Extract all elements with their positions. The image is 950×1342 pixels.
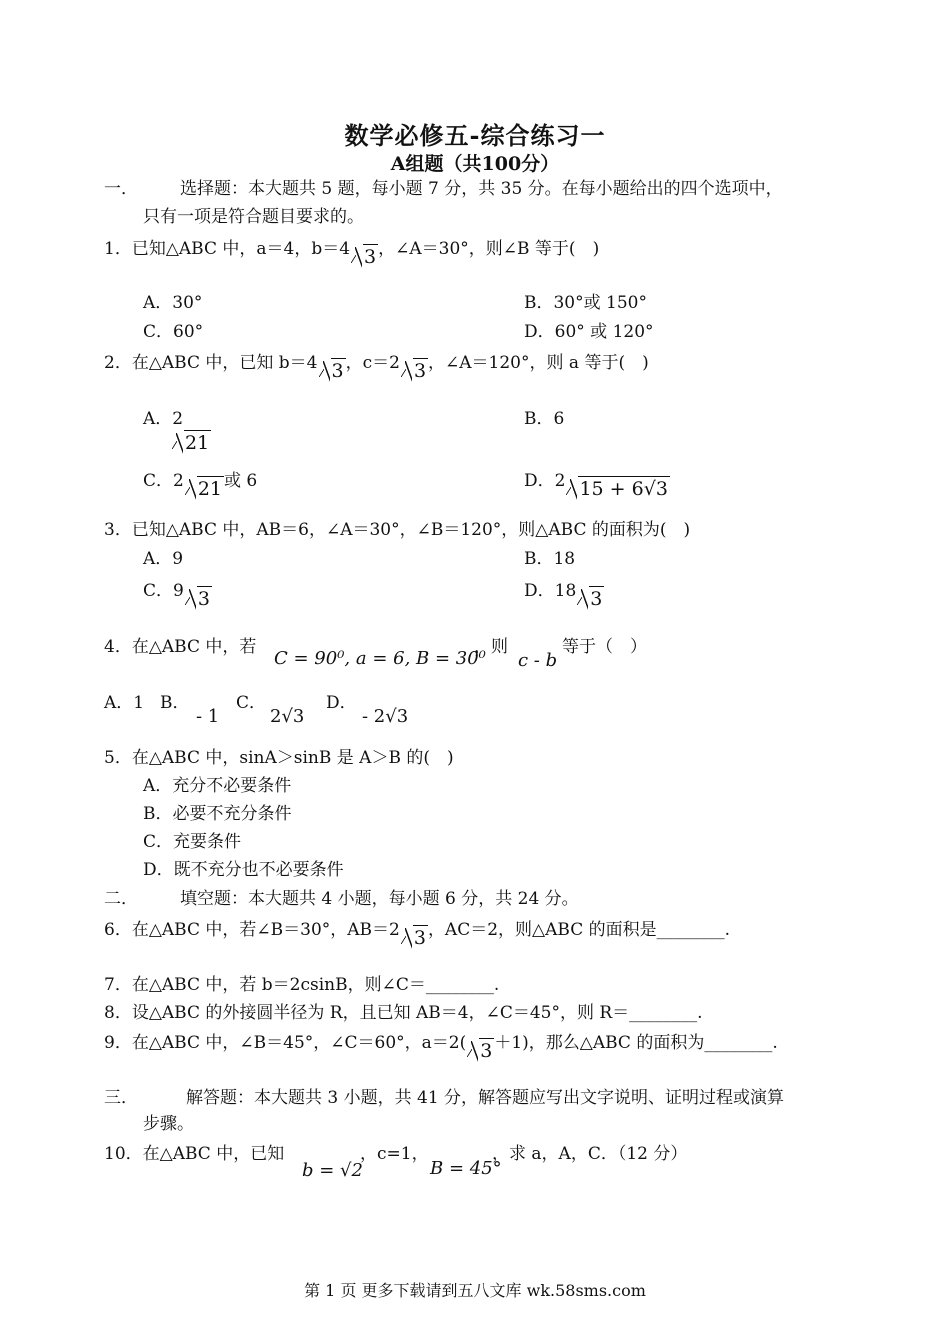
sqrt-3: 3 [318,358,346,383]
q10-stem-c: ，求 a，A，C．（12 分） [492,1144,688,1164]
sqrt-21: 21 [171,430,211,455]
sqrt-3: 3 [466,1038,494,1063]
q2-option-d: D．2 15 + 6√3 [524,471,668,500]
q3-option-a: A．9 [143,549,184,569]
q10-stem-b: ，c=1， [360,1144,429,1164]
q2-option-b: B．6 [524,409,565,429]
sqrt-3: 3 [350,244,378,269]
question-6: 6．在△ABC 中，若∠B＝30°，AB＝2 3 ，AC＝2，则△ABC 的面积是________. [104,920,731,949]
document-subtitle: A组题（共100分） [390,153,560,175]
question-4-stem-a: 4．在△ABC 中，若 [104,637,257,657]
document-title: 数学必修五-综合练习一 [344,121,606,150]
q5-option-b: B．必要不充分条件 [143,804,292,824]
q10-B-expression: B = 45° [430,1158,502,1179]
q4-stem-c: 等于（ ） [562,637,647,657]
q4-stem-b: ，则 [474,637,508,657]
q3-option-d: D．18 3 [524,581,603,610]
section3-text-cont: 步骤。 [143,1114,194,1134]
q4-option-b-value: - 1 [196,706,220,727]
q10-b-expression: b = √2 [302,1160,363,1181]
sqrt-3: 3 [400,358,428,383]
page-footer: 第 1 页 更多下载请到五八文库 wk.58sms.com [304,1281,646,1300]
q2-option-a: A．2 21 [143,409,210,454]
q2-stem-c: ，∠A＝120°，则 a 等于( ) [428,353,649,373]
q4-option-d-label: D． [326,693,357,713]
q2-stem-a: 2．在△ABC 中，已知 b＝4 [104,353,318,373]
q5-option-a: A．充分不必要条件 [143,776,292,796]
q4-option-b-label: B． [160,693,190,713]
q1-option-c: C．60° [143,322,204,342]
question-3: 3．已知△ABC 中，AB＝6，∠A＝30°，∠B＝120°，则△ABC 的面积为( ) [104,520,691,540]
sqrt-3: 3 [184,586,212,611]
q2-stem-b: ，c＝2 [345,353,400,373]
sqrt-3: 3 [576,586,604,611]
q4-expression: c - b [518,650,558,671]
section2-text: 填空题：本大题共 4 小题，每小题 6 分，共 24 分。 [180,889,579,909]
q2-option-c: C．2 21 或 6 [143,471,258,500]
q4-option-a: A．1 [104,693,145,713]
section2-number: 二． [104,889,138,909]
question-1 [104,238,599,269]
q4-option-d-value: - 2√3 [362,706,409,727]
section1-text-cont: 只有一项是符合题目要求的。 [143,207,364,227]
question-8: 8．设△ABC 的外接圆半径为 R，且已知 AB＝4，∠C＝45°，则 R＝________. [104,1003,703,1023]
q5-option-c: C．充要条件 [143,832,242,852]
section3-number: 三． [104,1088,138,1108]
sqrt-3: 3 [400,925,428,950]
q5-option-d: D．既不充分也不必要条件 [143,860,344,880]
q3-option-c: C．9 3 [143,581,210,610]
question-10-stem-a: 10．在△ABC 中，已知 [104,1144,285,1164]
question-2 [104,352,649,383]
q1-option-a: A．30° [143,293,203,313]
q4-option-c-label: C． [236,693,267,713]
q1-stem-b: ，∠A＝30°，则∠B 等于( ) [378,239,600,259]
q1-option-b: B．30°或 150° [524,293,647,313]
question-7: 7．在△ABC 中，若 b＝2csinB，则∠C＝________. [104,975,500,995]
sqrt-21: 21 [184,476,224,501]
section1-text: 选择题：本大题共 5 题，每小题 7 分，共 35 分。在每小题给出的四个选项中， [180,179,783,199]
question-5: 5．在△ABC 中，sinA＞sinB 是 A＞B 的( ) [104,748,454,768]
q1-stem-a: 1．已知△ABC 中，a＝4，b＝4 [104,239,351,259]
q3-option-b: B．18 [524,549,576,569]
section1-number: 一． [104,179,138,199]
sqrt-15-plus-6sqrt3: 15 + 6√3 [565,476,669,501]
question-9: 9．在△ABC 中，∠B＝45°，∠C＝60°，a＝2( 3 ＋1)，那么△ABC 的面积为________. [104,1033,778,1062]
q1-option-d: D．60° 或 120° [524,322,654,342]
section3-text: 解答题：本大题共 3 小题，共 41 分，解答题应写出文字说明、证明过程或演算 [186,1088,785,1108]
q4-option-c-value: 2√3 [270,706,305,727]
q4-formula: C = 90⁰, a = 6, B = 30⁰ [274,648,486,669]
